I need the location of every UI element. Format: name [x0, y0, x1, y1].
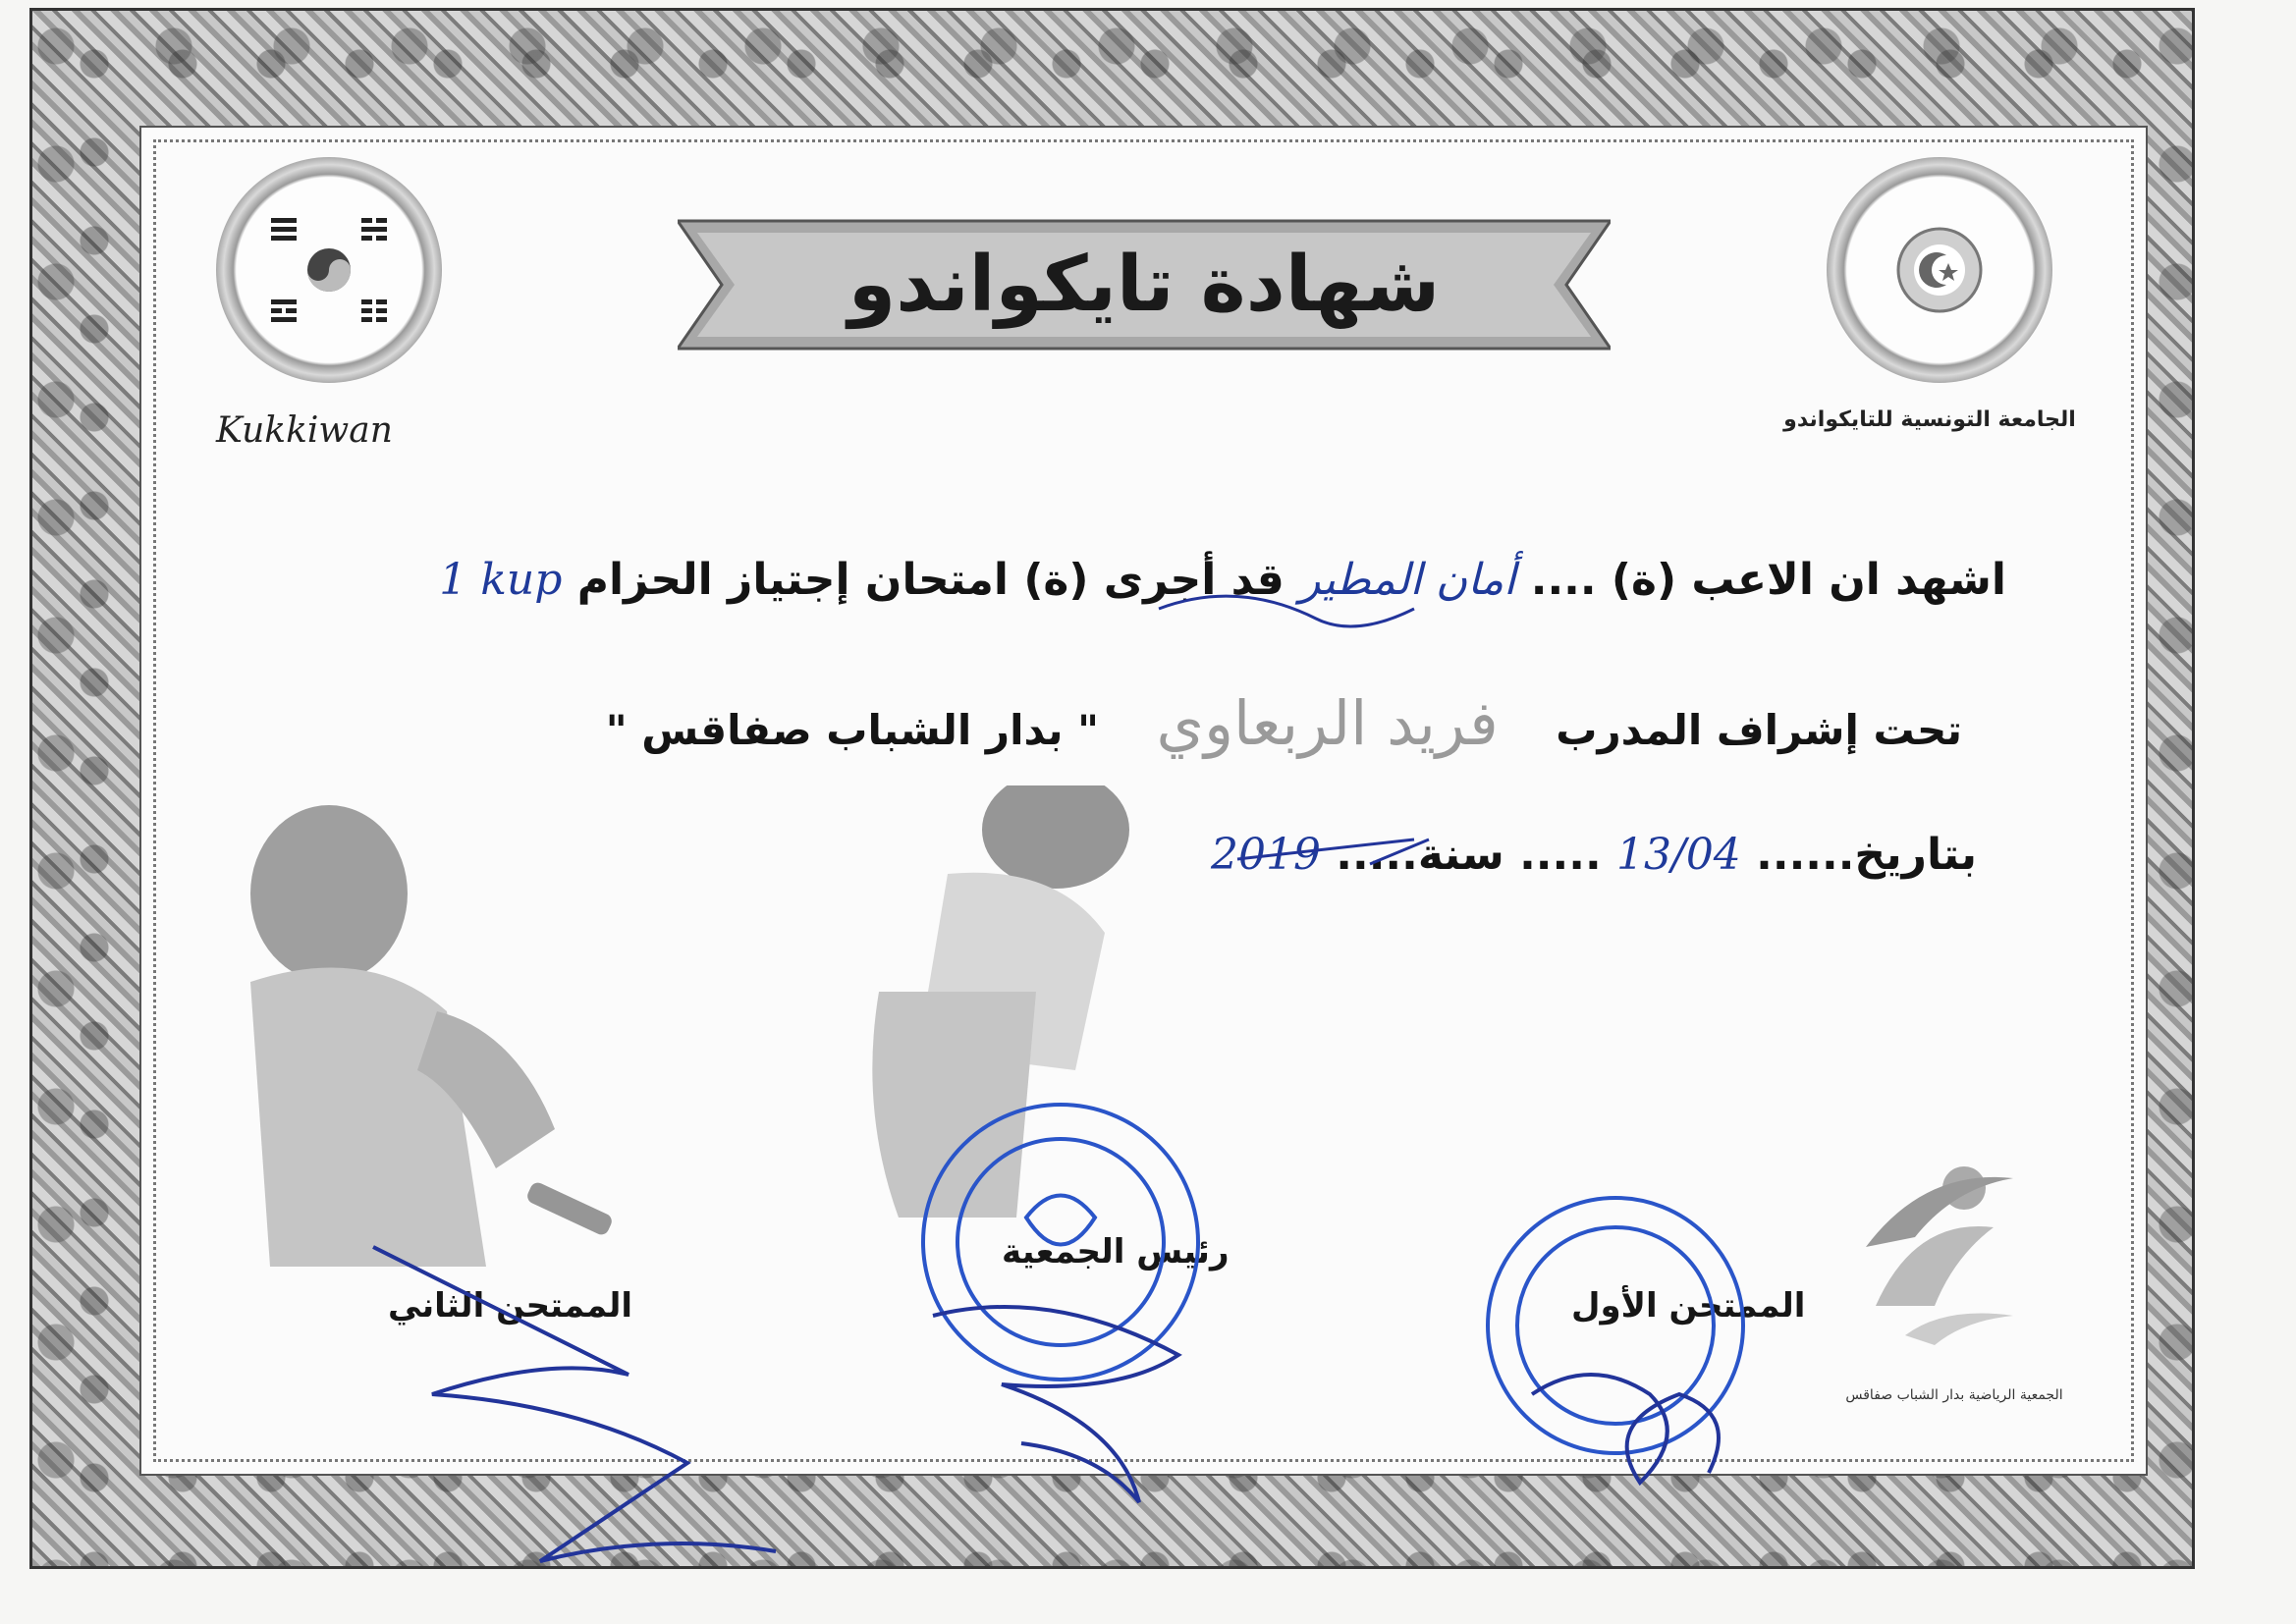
association-caption: الجمعية الرياضية بدار الشباب صفاقس [1845, 1387, 2063, 1403]
kukkiwan-seal [216, 157, 442, 383]
korean-flag-icon [216, 157, 442, 383]
first-examiner-label: الممتحن الأول [1571, 1286, 1806, 1326]
date-label: بتاريخ...... [1756, 830, 1977, 880]
athletes-illustration [191, 785, 1223, 1296]
year-label: ..... سنة..... [1336, 830, 1602, 880]
president-label: رئيس الجمعية [1002, 1232, 1230, 1272]
exam-text: قد أجرى (ة) امتحان إجتياز الحزام [576, 555, 1285, 605]
federation-seal [1827, 157, 2052, 383]
year-value: 2019 [1210, 830, 1321, 880]
second-examiner-label: الممتحن الثاني [388, 1286, 633, 1326]
federation-caption: الجامعة التونسية للتايكواندو [1783, 407, 2076, 432]
association-logo [1846, 1129, 2043, 1345]
kukkiwan-caption: Kukkiwan [216, 410, 393, 451]
supervision-prefix: تحت إشراف المدرب [1556, 706, 1962, 754]
supervision-line [606, 687, 1962, 759]
coach-name: فريد الربعاوي [1156, 687, 1499, 759]
title-banner [678, 211, 1611, 358]
tunisia-flag-icon [1827, 157, 2052, 383]
player-name: أمان المطير [1299, 555, 1516, 605]
attestation-line [439, 555, 2006, 605]
attestation-prefix: اشهد ان الاعب (ة) .... [1530, 555, 2006, 605]
club-name: " بدار الشباب صفاقس " [605, 706, 1100, 754]
belt-grade: 1 kup [439, 555, 563, 605]
date-line [1211, 830, 1977, 880]
certificate-title: شهادة تايكواندو [847, 241, 1441, 329]
date-value: 13/04 [1616, 830, 1741, 880]
